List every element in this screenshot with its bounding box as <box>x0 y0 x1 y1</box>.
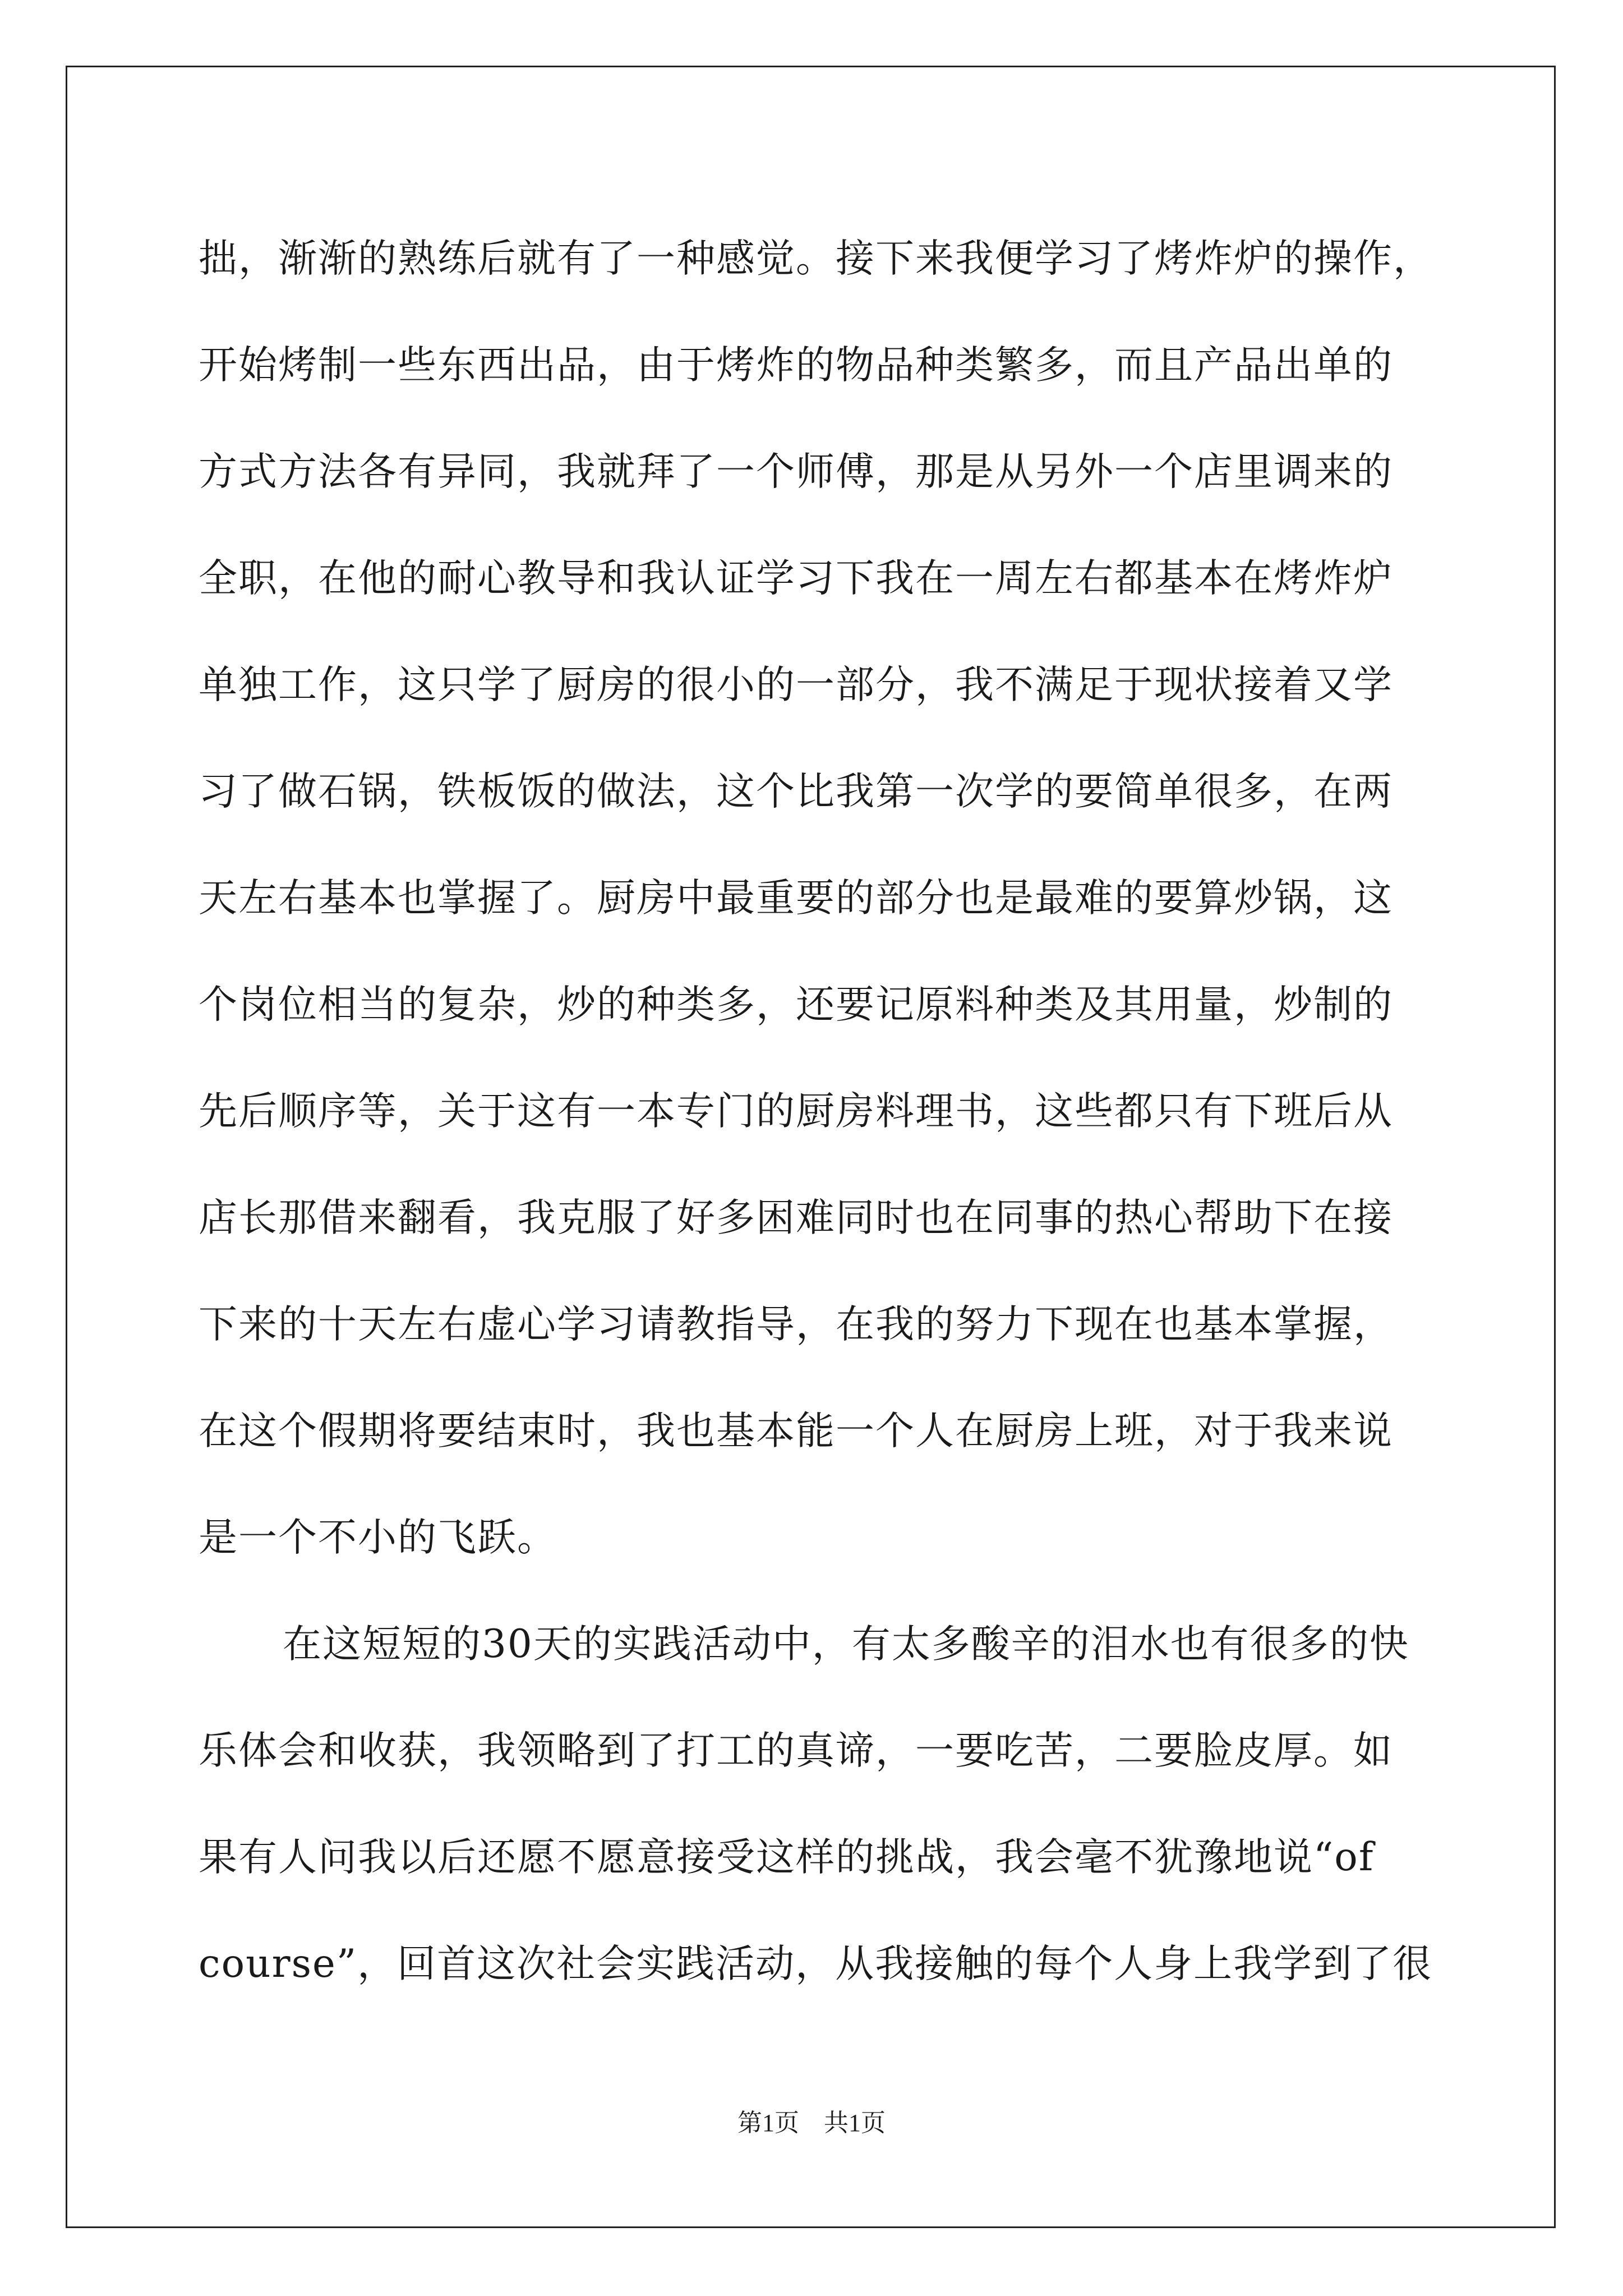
paragraph-start-line: 在这短短的30天的实践活动中，有太多酸辛的泪水也有很多的快 <box>283 1622 1409 1667</box>
text-line: 个岗位相当的复杂，炒的种类多，还要记原料种类及其用量，炒制的 <box>199 982 1393 1027</box>
text-line: 乐体会和收获，我领略到了打工的真谛，一要吃苦，二要脸皮厚。如 <box>199 1728 1393 1773</box>
text-line: 下来的十天左右虚心学习请教指导，在我的努力下现在也基本掌握， <box>199 1302 1393 1347</box>
text-line: 先后顺序等，关于这有一本专门的厨房料理书，这些都只有下班后从 <box>199 1089 1393 1134</box>
text-line: 在这个假期将要结束时，我也基本能一个人在厨房上班，对于我来说 <box>199 1409 1393 1453</box>
text-line: 单独工作，这只学了厨房的很小的一部分，我不满足于现状接着又学 <box>199 662 1393 707</box>
page-footer: 第1页 共1页 <box>737 2109 886 2137</box>
text-line: 方式方法各有异同，我就拜了一个师傅，那是从另外一个店里调来的 <box>199 449 1393 494</box>
text-line: 拙，渐渐的熟练后就有了一种感觉。接下来我便学习了烤炸炉的操作， <box>199 236 1433 281</box>
text-line: 店长那借来翻看，我克服了好多困难同时也在同事的热心帮助下在接 <box>199 1195 1393 1240</box>
text-line: 是一个不小的飞跃。 <box>199 1515 557 1560</box>
text-line: 天左右基本也掌握了。厨房中最重要的部分也是最难的要算炒锅，这 <box>199 876 1393 921</box>
text-line: 开始烤制一些东西出品，由于烤炸的物品种类繁多，而且产品出单的 <box>199 343 1393 388</box>
text-line: 全职，在他的耐心教导和我认证学习下我在一周左右都基本在烤炸炉 <box>199 556 1393 601</box>
text-line: 习了做石锅，铁板饭的做法，这个比我第一次学的要简单很多，在两 <box>199 769 1393 814</box>
document-body <box>199 205 1438 2017</box>
text-line: course”，回首这次社会实践活动，从我接触的每个人身上我学到了很 <box>199 1941 1433 1986</box>
text-line: 果有人问我以后还愿不愿意接受这样的挑战，我会毫不犹豫地说“of <box>199 1835 1375 1880</box>
